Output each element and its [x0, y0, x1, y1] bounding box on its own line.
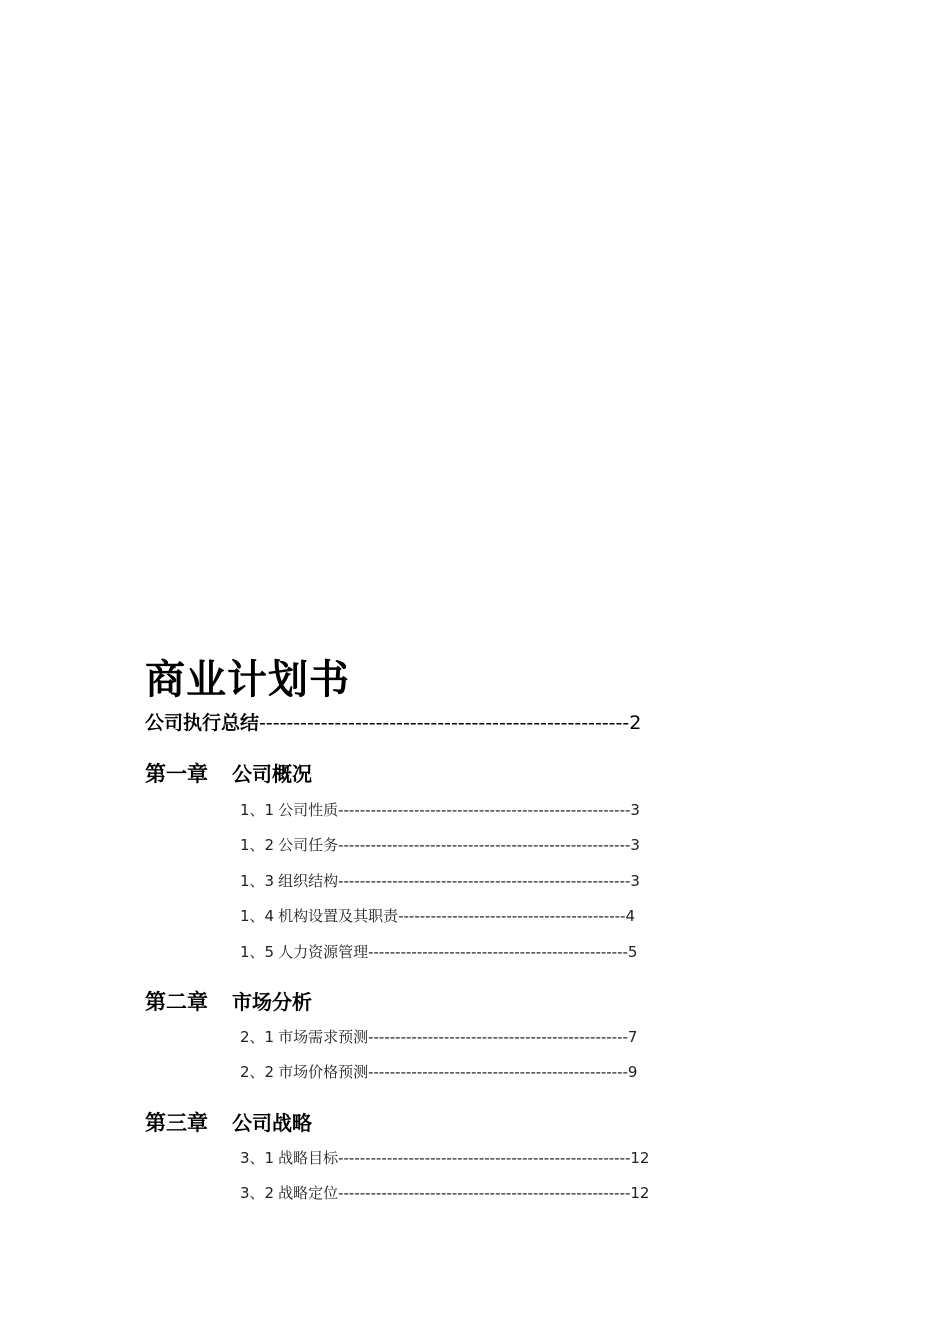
toc-page-number: 3: [630, 836, 640, 854]
toc-item[interactable]: [240, 1147, 649, 1168]
toc-item[interactable]: [240, 1026, 637, 1047]
chapter-title: 市场分析: [232, 990, 312, 1014]
toc-item-label: 市场价格预测: [278, 1063, 369, 1081]
toc-item-label: 机构设置及其职责: [278, 907, 399, 925]
toc-item[interactable]: [240, 941, 637, 962]
toc-page-number: 2: [629, 712, 642, 734]
toc-leader: ------------------------------------------: [398, 907, 626, 925]
toc-item[interactable]: [240, 870, 640, 891]
toc-leader: ------------------------------------------------: [368, 943, 628, 961]
toc-page-number: 7: [627, 1028, 638, 1046]
toc-page-number: 12: [630, 1149, 650, 1167]
toc-item-label: 市场需求预测: [278, 1028, 369, 1046]
toc-leader: ------------------------------------------------------: [259, 712, 630, 734]
chapter-number: 第一章: [145, 762, 208, 786]
toc-exec-summary[interactable]: [145, 708, 641, 735]
toc-page-number: 4: [625, 907, 635, 925]
toc-item-number: 1、5: [240, 943, 275, 961]
toc-page-number: 9: [627, 1063, 638, 1081]
chapter-title: 公司概况: [232, 762, 312, 786]
toc-leader: ------------------------------------------------------: [338, 1149, 631, 1167]
chapter-number: 第三章: [145, 1111, 208, 1135]
toc-item-number: 3、2: [240, 1184, 275, 1202]
chapter-title: 公司战略: [232, 1111, 312, 1135]
toc-item-number: 1、1: [240, 801, 275, 819]
toc-item[interactable]: [240, 799, 640, 820]
chapter-number: 第二章: [145, 990, 208, 1014]
toc-page-number: 5: [627, 943, 638, 961]
toc-leader: ------------------------------------------------------: [338, 1184, 631, 1202]
document-title: 商业计划书: [145, 656, 350, 703]
toc-leader: ------------------------------------------------------: [338, 836, 631, 854]
toc-item-number: 1、4: [240, 907, 275, 925]
toc-item-number: 2、1: [240, 1028, 275, 1046]
toc-item-label: 组织结构: [278, 872, 339, 890]
toc-exec-label: 公司执行总结: [145, 712, 260, 734]
toc-item[interactable]: [240, 905, 635, 926]
toc-item-number: 2、2: [240, 1063, 275, 1081]
toc-leader: ------------------------------------------------------: [338, 872, 631, 890]
toc-item-label: 公司性质: [278, 801, 339, 819]
chapter-heading-1[interactable]: [145, 758, 312, 788]
chapter-heading-2[interactable]: [145, 986, 312, 1016]
toc-item-label: 人力资源管理: [278, 943, 369, 961]
toc-item-number: 1、3: [240, 872, 275, 890]
toc-item-number: 3、1: [240, 1149, 275, 1167]
toc-leader: ------------------------------------------------: [368, 1028, 628, 1046]
toc-item-number: 1、2: [240, 836, 275, 854]
toc-page-number: 3: [630, 801, 640, 819]
toc-item[interactable]: [240, 834, 640, 855]
toc-item-label: 战略定位: [278, 1184, 339, 1202]
toc-item[interactable]: [240, 1182, 649, 1203]
toc-page-number: 3: [630, 872, 640, 890]
toc-leader: ------------------------------------------------------: [338, 801, 631, 819]
chapter-heading-3[interactable]: [145, 1107, 312, 1137]
toc-item[interactable]: [240, 1061, 637, 1082]
toc-item-label: 战略目标: [278, 1149, 339, 1167]
toc-leader: ------------------------------------------------: [368, 1063, 628, 1081]
toc-item-label: 公司任务: [278, 836, 339, 854]
toc-page-number: 12: [630, 1184, 650, 1202]
